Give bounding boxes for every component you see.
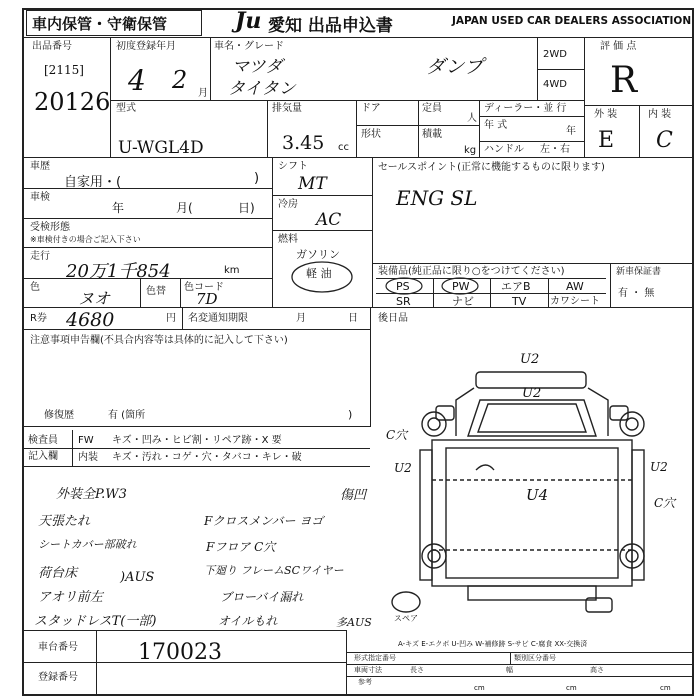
equip-label: 装備品(純正品に限り○をつけてください)	[378, 266, 565, 277]
dealer-label: ディーラー・並 行	[484, 103, 567, 114]
spare-label: スペア	[394, 614, 418, 623]
note-6: スタッドレスT(一部)	[34, 614, 157, 629]
disp-unit: cc	[338, 142, 349, 153]
exterior-label: 外 装	[594, 109, 618, 120]
model-body: ダンプ	[426, 56, 484, 78]
equip-item-navi: ナビ	[452, 295, 474, 308]
type-value: U-WGL4D	[118, 138, 204, 158]
diagram-label-3: C穴	[386, 428, 408, 442]
repair-close: )	[348, 408, 353, 421]
ac-value: AC	[316, 210, 342, 230]
model-name: マツダ	[232, 57, 283, 77]
fw-row: キズ・凹み・ヒビ割・リペア跡・X 要	[112, 435, 282, 446]
note-2: 天張たれ	[38, 514, 91, 529]
shape-label: 形状	[361, 129, 381, 140]
equip-item-aw: AW	[566, 280, 584, 293]
shift-value: MT	[298, 174, 327, 194]
br-wid: 幅	[506, 666, 513, 674]
inspector-label-1: 検査員	[28, 435, 58, 446]
history-value: 自家用・(	[64, 175, 122, 190]
disp-value: 3.45	[282, 132, 325, 154]
chassis-label: 車台番号	[38, 642, 78, 653]
aus-note-2: 多AUS	[336, 616, 372, 629]
equip-item-seat: カワシート	[550, 296, 600, 307]
color-value: ヌオ	[78, 289, 111, 308]
lot-label: 出品番号	[32, 41, 72, 52]
header-title: 愛知 出品申込書	[268, 16, 393, 36]
notes-label: 注意事項申告欄(不具合内容等は具体的に記入して下さい)	[30, 335, 288, 346]
handle-value: 左・右	[540, 144, 570, 155]
note-5: アオリ前左	[38, 590, 103, 605]
model-label: 車名・グレード	[214, 41, 284, 52]
reg-month: 2	[172, 66, 188, 94]
exterior-value: E	[598, 128, 615, 153]
equip-item-ps: PS	[396, 280, 410, 293]
year-label: 年 式	[484, 120, 508, 131]
inspect-day: 日)	[238, 201, 255, 215]
diagram-legend: A-キズ E-エクボ U-凹み W-補修跡 S-サビ C-腐食 XX-交換済	[398, 640, 588, 648]
br-l3: 車両寸法	[354, 666, 382, 674]
header-english: JAPAN USED CAR DEALERS ASSOCIATION	[452, 15, 692, 27]
diagram-label-4: U2	[394, 461, 412, 475]
equip-item-pw: PW	[452, 280, 470, 293]
repair-label: 修復歴	[44, 410, 74, 421]
color-label: 色	[30, 282, 40, 293]
inspect-year: 年	[112, 201, 125, 215]
header-left-title: 車内保管・守衛保管	[32, 15, 168, 33]
color-code-label: 色コード	[184, 282, 224, 293]
in-label: 内装	[78, 452, 98, 463]
note-11: ブローバイ漏れ	[220, 590, 304, 604]
br-cm-2: cm	[566, 684, 577, 692]
history-close: )	[254, 171, 260, 186]
diagram-label-7: C穴	[654, 496, 676, 510]
handle-label: ハンドル	[484, 144, 524, 155]
note-9: Fフロア C穴	[206, 540, 276, 554]
note-10: 下廻り フレームSCワイヤー	[204, 564, 344, 577]
fuel-circle	[286, 258, 366, 298]
inspect-label: 車検	[30, 192, 50, 203]
fuel-gas: ガソリン	[296, 248, 340, 261]
mileage-value: 20万1千854	[66, 261, 171, 282]
equip-item-tv: TV	[512, 295, 527, 308]
inspect-form-label: 受検形態	[30, 222, 70, 233]
tax-label: R券	[30, 313, 47, 324]
fuel-label: 燃料	[278, 234, 298, 245]
load-label: 積載	[422, 129, 442, 140]
capacity-unit: 人	[467, 113, 477, 124]
disp-label: 排気量	[272, 103, 302, 114]
door-label: ドア	[361, 103, 381, 114]
tax-value: 4680	[66, 309, 115, 331]
fuel-light: 軽 油	[306, 267, 332, 280]
type-label: 型式	[116, 103, 136, 114]
tax-unit: 円	[166, 313, 176, 324]
drive-4wd: 4WD	[543, 79, 567, 90]
note-4: 荷台床	[38, 566, 78, 581]
drive-2wd: 2WD	[543, 49, 567, 60]
lot-number: 20126	[34, 88, 111, 116]
new-warranty-values: 有 ・ 無	[618, 288, 655, 299]
note-3: シートカバー部破れ	[38, 538, 137, 551]
br-len: 長さ	[410, 666, 424, 674]
grade-value: R	[610, 60, 638, 101]
br-l2: 類別区分番号	[514, 654, 556, 662]
inspector-label-2: 記入欄	[28, 451, 58, 462]
capacity-label: 定員	[422, 103, 442, 114]
equip-item-sr: SR	[396, 295, 411, 308]
br-l4: 参考	[358, 678, 372, 686]
br-cm-1: cm	[474, 684, 485, 692]
sales-label: セールスポイント(正常に機能するものに限ります)	[378, 162, 605, 173]
after-label: 後日品	[378, 313, 408, 324]
load-unit: kg	[464, 145, 477, 156]
br-l1: 形式指定番号	[354, 654, 396, 662]
new-warranty-label: 新車保証書	[616, 267, 662, 277]
note-8: Fクロスメンバー ヨゴ	[204, 514, 324, 528]
equip-item-airbag: エアB	[501, 280, 531, 293]
aus-note: )AUS	[120, 570, 155, 585]
equip-circles	[380, 276, 500, 296]
reg-month-unit: 月	[198, 88, 208, 99]
br-hei: 高さ	[590, 666, 604, 674]
sales-value: ENG SL	[396, 186, 478, 210]
diagram-label-6: U4	[526, 486, 549, 504]
year-unit: 年	[566, 126, 576, 137]
change-month: 月	[296, 313, 306, 324]
note-7: 傷凹	[340, 488, 367, 503]
history-label: 車歴	[30, 161, 50, 172]
reg-label: 初度登録年月	[116, 41, 176, 52]
model-grade: タイタン	[228, 79, 296, 99]
color-code-value: 7D	[196, 290, 218, 308]
mileage-unit: km	[224, 265, 240, 276]
ac-label: 冷房	[278, 199, 298, 210]
change-label: 名変通知期限	[188, 313, 248, 324]
note-12: オイルもれ	[218, 614, 278, 628]
lot-small: [2115]	[44, 63, 84, 77]
in-row: キズ・汚れ・コゲ・穴・タバコ・キレ・破	[112, 452, 302, 463]
diagram-label-top: U2	[520, 352, 540, 367]
inspect-month: 月(	[176, 201, 193, 215]
brand-logo: Ju	[235, 8, 262, 34]
grade-label: 評 価 点	[600, 41, 637, 52]
note-1: 外装全P.W3	[56, 487, 127, 502]
interior-label: 内 装	[648, 109, 672, 120]
repair-value: 有 (箇所	[108, 410, 146, 421]
chassis-value: 170023	[138, 640, 222, 665]
fw-label: FW	[78, 435, 94, 446]
reg-number-label: 登録番号	[38, 672, 78, 683]
diagram-label-2: U2	[522, 386, 542, 401]
color-change-label: 色替	[146, 286, 166, 297]
inspect-form-note: ※車検付きの場合ご記入下さい	[30, 235, 141, 244]
diagram-label-5: U2	[650, 460, 668, 474]
change-day: 日	[348, 313, 358, 324]
shift-label: シフト	[278, 161, 308, 172]
interior-value: C	[656, 128, 673, 153]
mileage-label: 走行	[30, 251, 50, 262]
br-cm-3: cm	[660, 684, 671, 692]
reg-year: 4	[128, 64, 146, 97]
